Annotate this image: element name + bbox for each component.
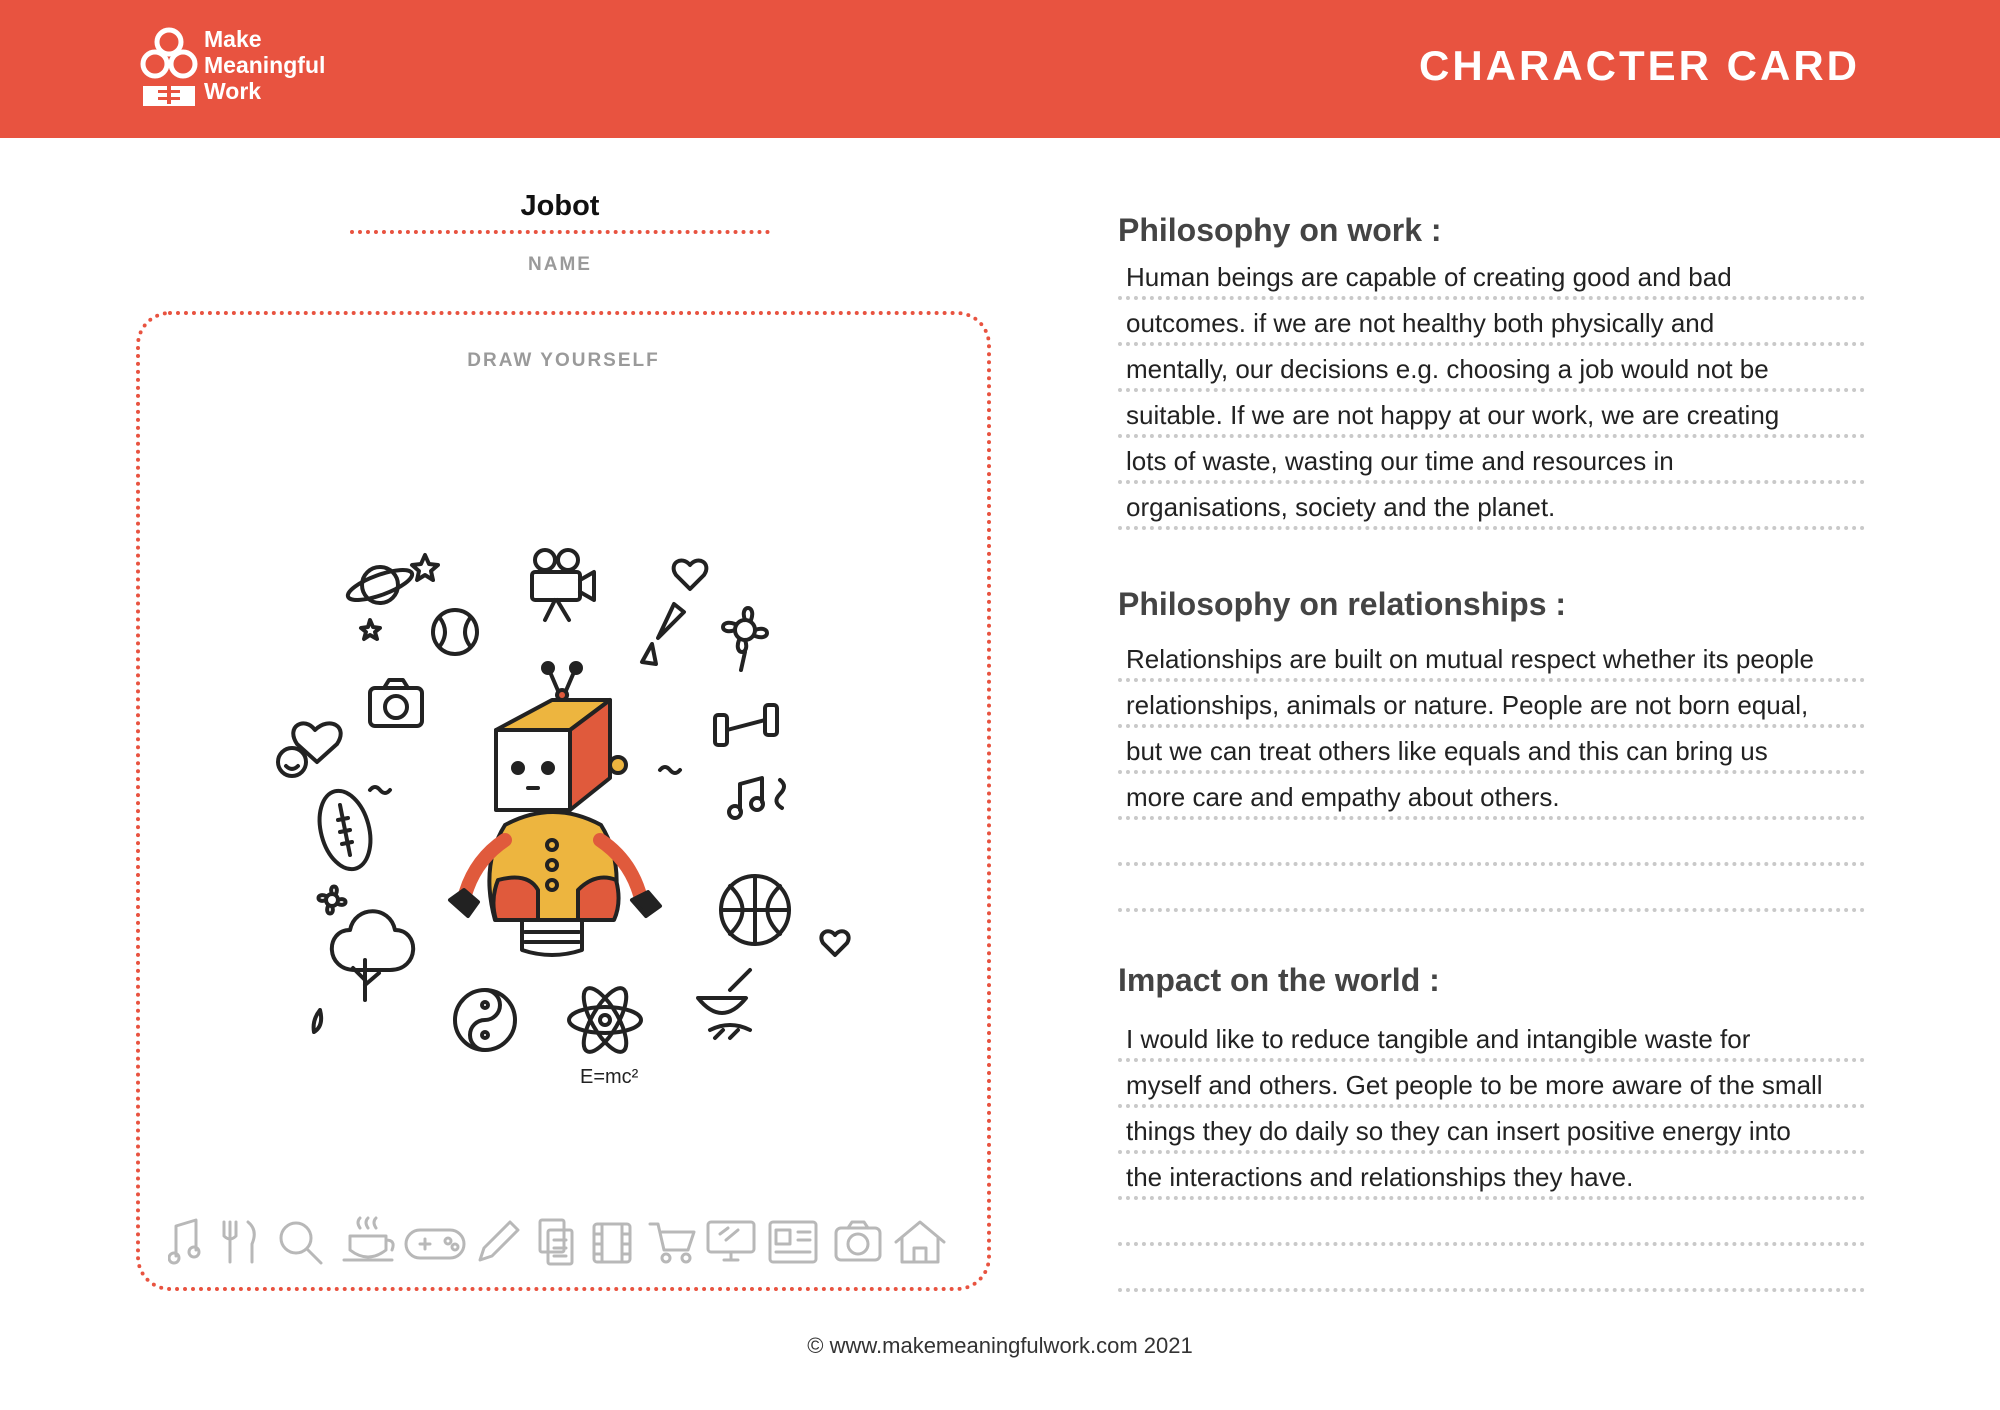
- draw-area-label: DRAW YOURSELF: [467, 350, 660, 371]
- answer-line: I would like to reduce tangible and intangible waste for: [1118, 1016, 1865, 1062]
- baseball-icon: [433, 610, 477, 654]
- section-philosophy-on-work: [1118, 206, 1865, 530]
- answer-line: things they do daily so they can insert positive energy into: [1118, 1108, 1865, 1154]
- section-title: Philosophy on relationships :: [1118, 586, 1567, 622]
- small-flower-icon: [319, 887, 346, 914]
- mortar-pestle-icon: [698, 970, 750, 1038]
- video-camera-icon: [532, 550, 594, 620]
- coffee-icon: [344, 1218, 393, 1260]
- flower-icon: [723, 608, 767, 670]
- copyright-footer: © www.makemeaningfulwork.com 2021: [807, 1333, 1193, 1358]
- documents-icon: [540, 1220, 572, 1264]
- hearts-smiley-icon: [278, 723, 341, 776]
- pencil-icon: [480, 1222, 518, 1260]
- logo-wordmark: [204, 26, 325, 104]
- basketball-icon: [721, 876, 789, 944]
- logo-line-2: Meaningful: [204, 52, 326, 78]
- answer-line: lots of waste, wasting our time and resources in: [1118, 438, 1865, 484]
- section-philosophy-on-relationships: [1118, 580, 1865, 912]
- answer-line: mentally, our decisions e.g. choosing a job would not be: [1118, 346, 1865, 392]
- logo-icon: [140, 26, 198, 108]
- cart-icon: [650, 1224, 694, 1262]
- camera-doodle-icon: [370, 680, 422, 726]
- section-title: Philosophy on work :: [1118, 212, 1442, 248]
- answer-lines: [1118, 254, 1865, 530]
- answer-line: but we can treat others like equals and this can bring us: [1118, 728, 1865, 774]
- music-notes-icon: [729, 778, 784, 818]
- dumbbell-icon: [715, 705, 777, 745]
- film-icon: [594, 1224, 630, 1262]
- answer-line: outcomes. if we are not healthy both physically and: [1118, 300, 1865, 346]
- heart-icon-2: [821, 931, 848, 955]
- answer-line: relationships, animals or nature. People are not born equal,: [1118, 682, 1865, 728]
- formula-text: E=mc²: [580, 1066, 639, 1088]
- name-label: NAME: [528, 254, 592, 275]
- answer-line: organisations, society and the planet.: [1118, 484, 1865, 530]
- name-underline: [350, 230, 770, 234]
- name-value: Jobot: [520, 190, 600, 222]
- answer-line: more care and empathy about others.: [1118, 774, 1865, 820]
- star-icon: [412, 555, 438, 580]
- robot-character: [450, 663, 660, 955]
- answer-line: suitable. If we are not happy at our work, we are creating: [1118, 392, 1865, 438]
- answer-line: [1118, 1246, 1865, 1292]
- answer-lines: [1118, 636, 1865, 912]
- robot-doodle: [260, 540, 870, 1100]
- answer-line: [1118, 820, 1865, 866]
- cutlery-icon: [224, 1222, 254, 1262]
- heart-icon: [674, 560, 707, 589]
- squiggle: [370, 787, 390, 793]
- house-icon: [896, 1222, 944, 1262]
- logo: [140, 24, 380, 114]
- answer-line: myself and others. Get people to be more aware of the small: [1118, 1062, 1865, 1108]
- yin-yang-icon: [455, 990, 515, 1050]
- logo-line-1: Make: [204, 26, 262, 52]
- football-icon: [311, 785, 378, 875]
- music-icon: [169, 1220, 199, 1263]
- star-icon-small: [361, 620, 380, 639]
- shuttlecock-icon: [642, 604, 684, 664]
- atom-icon: [569, 982, 641, 1057]
- answer-line: [1118, 1200, 1865, 1246]
- answer-line: [1118, 866, 1865, 912]
- search-icon: [281, 1223, 321, 1263]
- logo-line-3: Work: [204, 78, 262, 104]
- answer-line: Human beings are capable of creating good and bad: [1118, 254, 1865, 300]
- footer-icon-row: [168, 1212, 968, 1272]
- gamepad-icon: [406, 1230, 464, 1258]
- answer-line: Relationships are built on mutual respect whether its people: [1118, 636, 1865, 682]
- squiggle-2: [660, 767, 680, 773]
- answer-lines: [1118, 1016, 1865, 1292]
- monitor-icon: [708, 1222, 754, 1260]
- camera-icon: [836, 1222, 880, 1260]
- tree-icon: [332, 911, 413, 1000]
- section-title: Impact on the world :: [1118, 962, 1440, 998]
- planet-icon: [345, 564, 416, 606]
- newspaper-icon: [770, 1222, 816, 1262]
- page-title: CHARACTER CARD: [1419, 42, 1860, 89]
- header-bar: [0, 0, 2000, 138]
- leaf-icon: [314, 1010, 322, 1032]
- answer-line: the interactions and relationships they have.: [1118, 1154, 1865, 1200]
- section-impact-on-the-world: [1118, 956, 1865, 1292]
